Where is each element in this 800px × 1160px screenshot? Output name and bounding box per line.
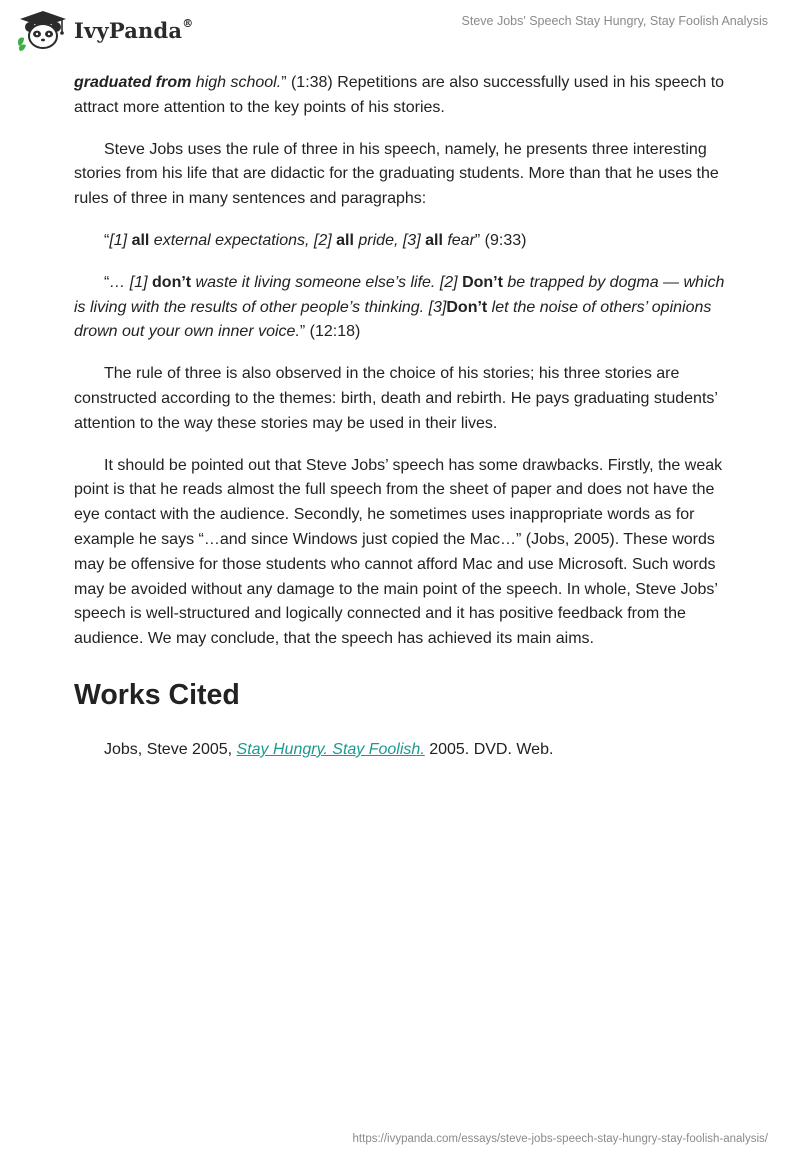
citation-link[interactable]: Stay Hungry. Stay Foolish.	[236, 740, 425, 758]
paragraph: Steve Jobs uses the rule of three in his speech, namely, he presents three interesting stories from his life that are didactic for the graduating students. More than that he uses the rules of three in many sentences and paragraphs:	[74, 140, 719, 208]
quote: “… [1] don’t waste it living someone else’s life. [2] Don’t be trapped by dogma — which is living with the results of other people’s thinking. [3]Don’t let the noise of others’ opinions drown out your own inner voice.” (12:18)	[74, 273, 725, 341]
paragraph: The rule of three is also observed in the choice of his stories; his three stories are constructed according to the themes: birth, death and rebirth. He pays graduating students’ attention to the way these stories may be used in their lives.	[74, 365, 718, 432]
quote: “[1] all external expectations, [2] all pride, [3] all fear” (9:33)	[104, 231, 527, 249]
ivypanda-logo[interactable]	[14, 8, 193, 52]
page-header	[0, 0, 800, 60]
document-title: Steve Jobs' Speech Stay Hungry, Stay Foolish Analysis	[461, 14, 768, 28]
citation-entry: Jobs, Steve 2005, Stay Hungry. Stay Foolish. 2005. DVD. Web.	[104, 740, 554, 758]
brand-name: IvyPanda®	[74, 16, 194, 43]
essay-body	[74, 71, 734, 780]
footer-url: https://ivypanda.com/essays/steve-jobs-speech-stay-hungry-stay-foolish-analysis/	[352, 1133, 768, 1145]
paragraph: graduated from high school.” (1:38) Repetitions are also successfully used in his speech to attract more attention to the key points of his stories.	[74, 74, 725, 116]
works-cited-heading: Works Cited	[74, 678, 240, 711]
paragraph: It should be pointed out that Steve Jobs’ speech has some drawbacks. Firstly, the weak point is that he reads almost the full speech from the sheet of paper and does not have the eye contact with the audience. Secondly, he sometimes uses inappropriate words as for example he says “…and since Windows just copied the Mac…” (Jobs, 2005). These words may be offensive for those students who cannot afford Mac and use Microsoft. Such words may be avoided without any damage to the main point of the speech. In whole, Steve Jobs’ speech is well-structured and logically connected and it has positive feedback from the audience. We may conclude, that the speech has achieved its main aims.	[74, 456, 723, 648]
panda-graduate-icon	[14, 8, 72, 52]
